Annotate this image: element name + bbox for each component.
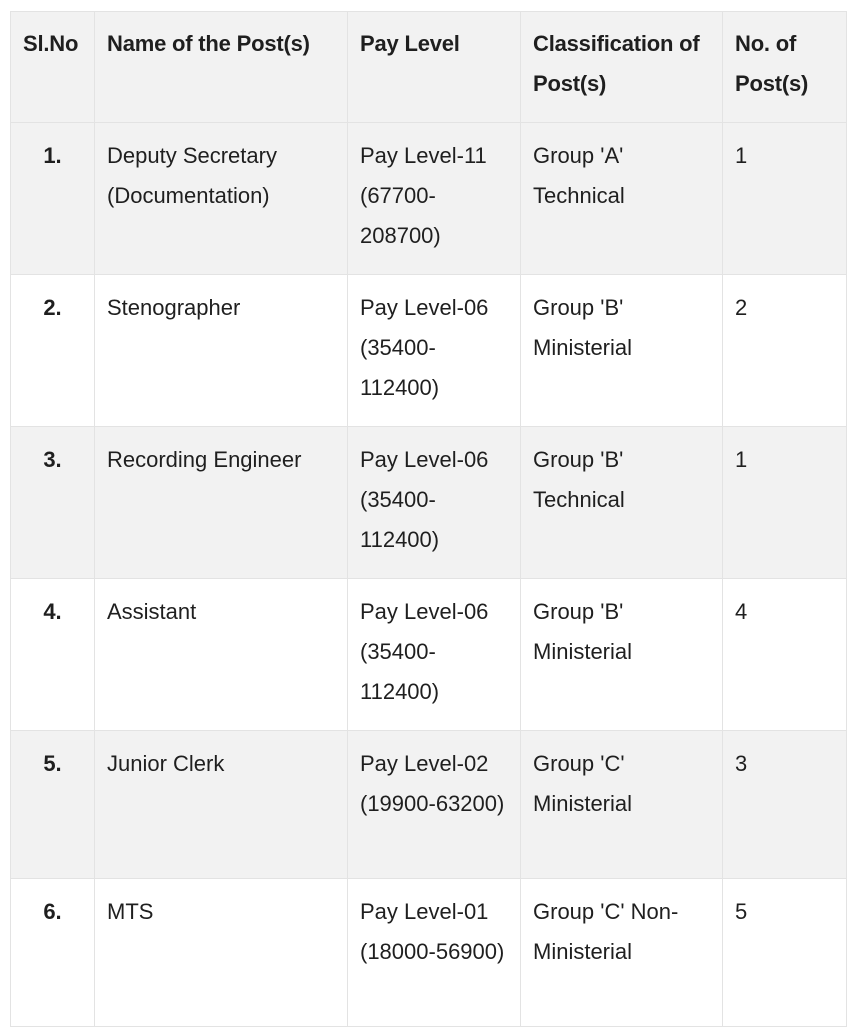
table-row [11, 123, 847, 275]
row-post-name: Stenographer [95, 275, 348, 427]
row-classification: Group 'B' Ministerial [521, 579, 723, 731]
table-row [11, 275, 847, 427]
posts-table-container [10, 11, 847, 1027]
row-pay-level: Pay Level-06 (35400-112400) [348, 427, 521, 579]
row-post-count: 4 [723, 579, 847, 731]
row-sl-no: 4. [11, 579, 95, 731]
header-classification: Classification of Post(s) [521, 12, 723, 123]
row-post-count: 5 [723, 879, 847, 1027]
row-post-count: 3 [723, 731, 847, 879]
table-row [11, 731, 847, 879]
header-no-of-posts: No. of Post(s) [723, 12, 847, 123]
table-row [11, 579, 847, 731]
row-post-name: Junior Clerk [95, 731, 348, 879]
row-pay-level: Pay Level-02 (19900-63200) [348, 731, 521, 879]
table-row [11, 879, 847, 1027]
row-post-name: Assistant [95, 579, 348, 731]
header-pay-level: Pay Level [348, 12, 521, 123]
row-classification: Group 'A' Technical [521, 123, 723, 275]
header-sl-no: Sl.No [11, 12, 95, 123]
table-header-row [11, 12, 847, 123]
table-row [11, 427, 847, 579]
row-sl-no: 1. [11, 123, 95, 275]
row-post-count: 2 [723, 275, 847, 427]
row-pay-level: Pay Level-01 (18000-56900) [348, 879, 521, 1027]
row-pay-level: Pay Level-06 (35400-112400) [348, 275, 521, 427]
header-post-name: Name of the Post(s) [95, 12, 348, 123]
row-classification: Group 'C' Ministerial [521, 731, 723, 879]
row-classification: Group 'B' Ministerial [521, 275, 723, 427]
row-classification: Group 'C' Non-Ministerial [521, 879, 723, 1027]
row-post-name: MTS [95, 879, 348, 1027]
row-sl-no: 5. [11, 731, 95, 879]
row-pay-level: Pay Level-06 (35400-112400) [348, 579, 521, 731]
row-post-name: Deputy Secretary (Documentation) [95, 123, 348, 275]
row-sl-no: 2. [11, 275, 95, 427]
row-sl-no: 6. [11, 879, 95, 1027]
row-post-name: Recording Engineer [95, 427, 348, 579]
row-post-count: 1 [723, 123, 847, 275]
posts-table [10, 11, 847, 1027]
row-classification: Group 'B' Technical [521, 427, 723, 579]
row-sl-no: 3. [11, 427, 95, 579]
row-post-count: 1 [723, 427, 847, 579]
row-pay-level: Pay Level-11 (67700-208700) [348, 123, 521, 275]
